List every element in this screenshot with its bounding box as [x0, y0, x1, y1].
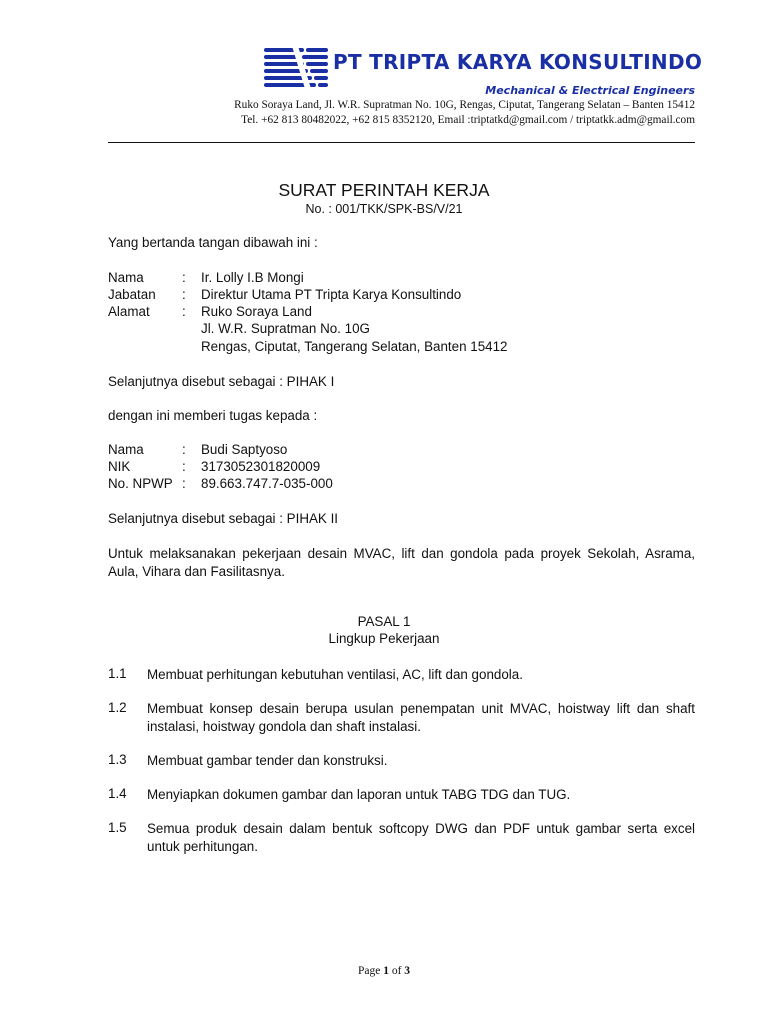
current-page: 1: [383, 965, 389, 977]
of-word: of: [391, 965, 402, 977]
company-tagline: Mechanical & Electrical Engineers: [485, 84, 695, 97]
intro-text: Yang bertanda tangan dibawah ini :: [108, 235, 318, 250]
colon: :: [182, 270, 186, 285]
page-word: Page: [357, 965, 381, 977]
colon: :: [182, 442, 186, 457]
list-item-text: Membuat konsep desain berupa usulan penempatan unit MVAC, hoistway lift dan shaft instalasi, hoistway gondola dan shaft instalasi.: [147, 701, 695, 734]
company-logo-icon: [262, 46, 330, 92]
party2-npwp-label: No. NPWP: [108, 476, 173, 491]
party2-name-label: Nama: [108, 442, 144, 457]
list-item-text: Membuat perhitungan kebutuhan ventilasi, AC, lift dan gondola.: [147, 667, 523, 682]
party2-nik: 3173052301820009: [201, 459, 321, 474]
list-item-text: Membuat gambar tender dan konstruksi.: [147, 753, 388, 768]
letterhead-divider: [108, 142, 695, 143]
article-subheading: Lingkup Pekerjaan: [328, 631, 440, 646]
colon: :: [182, 476, 186, 491]
document-title: SURAT PERINTAH KERJA: [278, 180, 490, 200]
list-item-number: 1.2: [108, 700, 127, 715]
list-item-number: 1.4: [108, 786, 127, 801]
party1-position: Direktur Utama PT Tripta Karya Konsultindo: [201, 287, 462, 302]
article-heading: PASAL 1: [357, 614, 411, 629]
party1-name: Ir. Lolly I.B Mongi: [201, 270, 304, 285]
colon: :: [182, 304, 186, 319]
purpose-paragraph: Untuk melaksanakan pekerjaan desain MVAC, lift dan gondola pada proyek Sekolah, Asrama, Aula, Vihara dan Fasilitasnya.: [108, 546, 695, 579]
document-number: No. : 001/TKK/SPK-BS/V/21: [305, 202, 463, 216]
party2-reference: Selanjutnya disebut sebagai : PIHAK II: [108, 511, 339, 526]
party1-address-label: Alamat: [108, 304, 150, 319]
list-item-text: Semua produk desain dalam bentuk softcopy DWG dan PDF untuk gambar serta excel untuk perhitungan.: [147, 821, 695, 854]
company-name: PT TRIPTA KARYA KONSULTINDO: [333, 50, 703, 74]
party2-nik-label: NIK: [108, 459, 131, 474]
total-pages: 3: [404, 965, 411, 977]
party1-address-line: Jl. W.R. Supratman No. 10G: [201, 321, 370, 336]
party1-position-label: Jabatan: [108, 287, 156, 302]
list-item-text: Menyiapkan dokumen gambar dan laporan untuk TABG TDG dan TUG.: [147, 787, 571, 802]
assignment-intro: dengan ini memberi tugas kepada :: [108, 408, 318, 423]
company-address: Ruko Soraya Land, Jl. W.R. Supratman No. 10G, Rengas, Ciputat, Tangerang Selatan – Banten 15412: [234, 99, 695, 111]
party2-npwp: 89.663.747.7-035-000: [201, 476, 333, 491]
colon: :: [182, 287, 186, 302]
list-item-number: 1.3: [108, 752, 127, 767]
party2-name: Budi Saptyoso: [201, 442, 288, 457]
list-item-number: 1.1: [108, 666, 127, 681]
party1-address-line: Rengas, Ciputat, Tangerang Selatan, Banten 15412: [201, 339, 508, 354]
colon: :: [182, 459, 186, 474]
company-contact: Tel. +62 813 80482022, +62 815 8352120, Email :triptatkd@gmail.com / triptatkk.adm@gmail.com: [241, 114, 695, 126]
page-footer: [0, 965, 768, 977]
party1-address-line: Ruko Soraya Land: [201, 304, 312, 319]
party1-reference: Selanjutnya disebut sebagai : PIHAK I: [108, 374, 335, 389]
party1-name-label: Nama: [108, 270, 144, 285]
list-item-number: 1.5: [108, 820, 127, 835]
